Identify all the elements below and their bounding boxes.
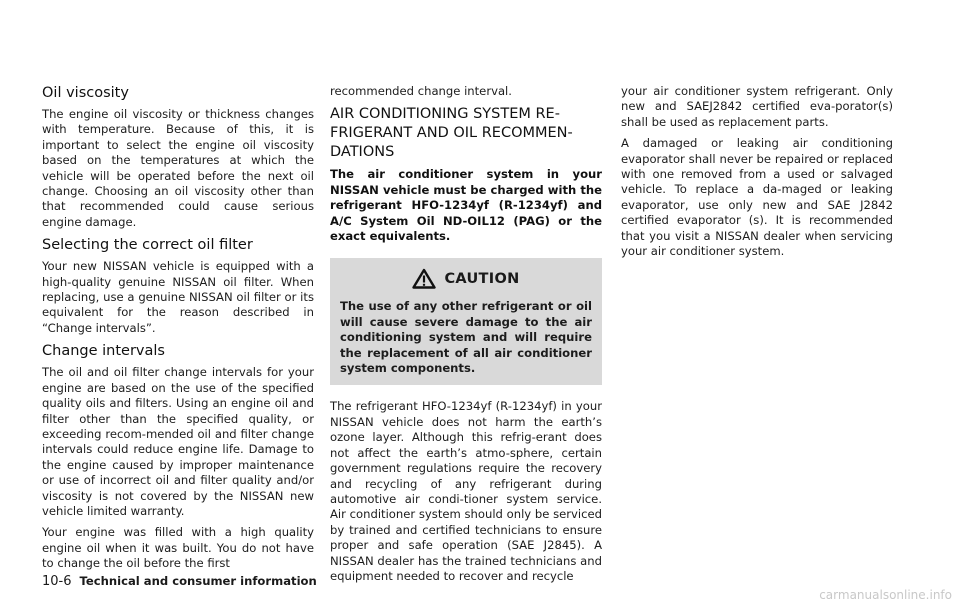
paragraph-ac-requirement: The air conditioner system in your NISSAN vehicle must be charged with the refrigerant HFO-1234yf (R-1234yf) and A/C System Oil ND-OIL12 (PAG) or the exact equivalents. <box>330 167 602 244</box>
paragraph-change-intervals-1: The oil and oil filter change intervals for your engine are based on the use of the specified quality oils and filters. Using an engine oil and filter other than the specified quality, or exceeding recom-mended oil and filter change intervals could reduce engine life. Damage to the engine caused by improper maintenance or use of incorrect oil and filter quality and/or viscosity is not covered by the NISSAN new vehicle limited warranty. <box>42 365 314 518</box>
heading-ac-refrigerant: AIR CONDITIONING SYSTEM RE-FRIGERANT AND OIL RECOMMEN-DATIONS <box>330 106 573 161</box>
heading-oil-viscosity: Oil viscosity <box>42 85 129 101</box>
column-1 <box>42 84 314 578</box>
heading-oil-filter: Selecting the correct oil filter <box>42 237 253 254</box>
paragraph-change-intervals-2: Your engine was filled with a high quality engine oil when it was built. You do not have to change the oil before the first <box>42 525 314 571</box>
caution-text: The use of any other refrigerant or oil will cause severe damage to the air conditioning system and will require the replacement of all air conditioner system components. <box>340 299 592 376</box>
paragraph-oil-filter: Your new NISSAN vehicle is equipped with a high-quality genuine NISSAN oil filter. When replacing, use a genuine NISSAN oil filter or its equivalent for the reason described in “Change intervals”. <box>42 259 314 335</box>
warning-triangle-icon <box>412 268 436 289</box>
paragraph-continued: recommended change interval. <box>330 84 512 98</box>
column-2 <box>330 84 602 590</box>
footer-section-title: Technical and consumer information <box>79 574 317 588</box>
page-number: 10-6 <box>42 574 72 589</box>
paragraph-oil-viscosity: The engine oil viscosity or thickness changes with temperature. Because of this, it is important to select the engine oil viscosity based on the temperatures at which the vehicle will be operated before the next oil change. Choosing an oil viscosity other than that recommended could cause serious engine damage. <box>42 107 314 229</box>
paragraph-evaporator: A damaged or leaking air conditioning evaporator shall never be repaired or replaced with one removed from a used or salvaged vehicle. To replace a da-maged or leaking evaporator, use only new and SAE J2842 certified evaporator (s). It is recommended that you visit a NISSAN dealer when servicing your air conditioner system. <box>621 136 893 259</box>
paragraph-refrigerant: The refrigerant HFO-1234yf (R-1234yf) in your NISSAN vehicle does not harm the earth’s ozone layer. Although this refrig-erant does not affect the earth’s atmo-sphere, certain government regulations require the recovery and recycling of any refrigerant during automotive air condi-tioner system service. Air conditioner system should only be serviced by trained and certified technicians to ensure proper and safe operation (SAE J2845). A NISSAN dealer has the trained technicians and equipment needed to recover and recycle <box>330 399 602 583</box>
caution-title: CAUTION <box>444 270 520 287</box>
caution-box <box>330 258 602 385</box>
heading-change-intervals: Change intervals <box>42 343 165 360</box>
page-footer <box>42 574 317 589</box>
watermark: carmanualsonline.info <box>819 588 952 602</box>
column-3 <box>621 84 893 265</box>
paragraph-continued-3: your air conditioner system refrigerant. Only new and SAEJ2842 certified eva-porator(s) shall be used as replacement parts. <box>621 84 893 129</box>
caution-header <box>340 268 592 289</box>
